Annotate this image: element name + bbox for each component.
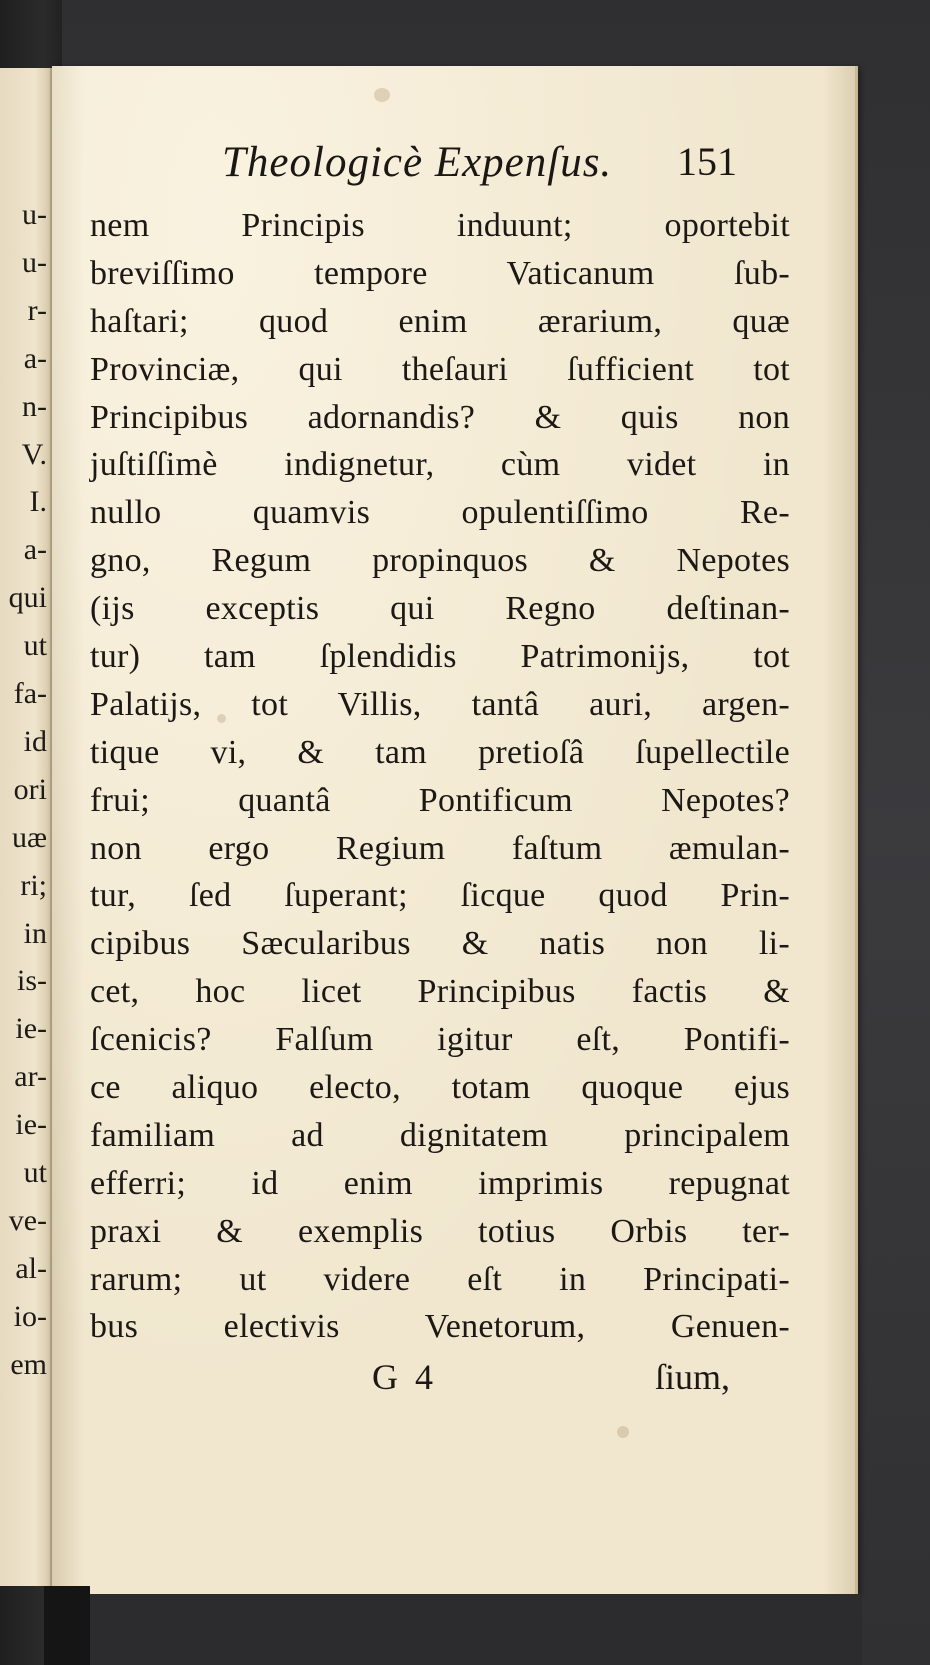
- text-line: cet, hoc licet Principibus factis &: [90, 973, 790, 1011]
- left-page-fragment: is-: [17, 964, 47, 998]
- text-line: tur, ſed ſuperant; ſicque quod Prin-: [90, 877, 790, 915]
- left-page-fragment: a-: [23, 533, 47, 567]
- text-line: breviſſimo tempore Vaticanum ſub-: [90, 254, 790, 292]
- left-page-fragment: io-: [13, 1299, 47, 1333]
- body-text: [90, 202, 790, 1351]
- left-page-fragment: V.: [21, 437, 47, 471]
- text-line: Principibus adornandis? & quis non: [90, 398, 790, 436]
- text-line: non ergo Regium faſtum æmulan-: [90, 829, 790, 867]
- left-page-fragment: em: [10, 1347, 47, 1381]
- text-line: ſcenicis? Falſum igitur eſt, Pontifi-: [90, 1021, 790, 1059]
- left-page-fragment: r-: [27, 293, 47, 327]
- left-page-fragment: n-: [22, 389, 47, 423]
- left-page-fragment: ut: [23, 629, 47, 663]
- text-line: nem Principis induunt; oportebit: [90, 207, 790, 244]
- text-line: (ijs exceptis qui Regno deſtinan-: [90, 590, 790, 628]
- text-line: ce aliquo electo, totam quoque ejus: [90, 1069, 790, 1107]
- left-page-fragment: qui: [8, 581, 47, 615]
- left-page-fragment: ie-: [15, 1108, 47, 1142]
- left-page-fragment: al-: [15, 1251, 47, 1285]
- text-line: efferri; id enim imprimis repugnat: [90, 1164, 790, 1202]
- text-line: bus electivis Venetorum, Genuen-: [90, 1308, 790, 1346]
- left-page-fragment: fa-: [13, 677, 47, 710]
- left-page-fragment: ut: [23, 1156, 47, 1189]
- book-page: [52, 66, 858, 1594]
- text-line: tur) tam ſplendidis Patrimonijs, tot: [90, 638, 790, 676]
- left-page-fragment: u-: [22, 198, 47, 231]
- spine-bottom: [44, 1586, 90, 1665]
- left-page-fragment: uæ: [11, 820, 47, 854]
- page-number: 151: [677, 139, 737, 184]
- text-line: cipibus Sæcularibus & natis non li-: [90, 925, 790, 963]
- text-line: Provinciæ, qui theſauri ſufficient tot: [90, 350, 790, 388]
- text-line: nullo quamvis opulentiſſimo Re-: [90, 494, 790, 532]
- left-page-fragment: ie-: [15, 1012, 47, 1046]
- signature-mark: G 4: [372, 1357, 433, 1397]
- text-line: praxi & exemplis totius Orbis ter-: [90, 1212, 790, 1250]
- left-page-fragment: ve-: [8, 1203, 47, 1237]
- scan-bottom-edge: [52, 1594, 862, 1665]
- left-page-fragment: u-: [22, 245, 47, 279]
- text-line: juſtiſſimè indignetur, cùm videt in: [90, 446, 790, 484]
- text-line: tique vi, & tam pretioſâ ſupellectile: [90, 733, 790, 771]
- left-page-fragment: ori: [13, 772, 47, 806]
- left-page-fragment: id: [23, 724, 47, 758]
- left-page-edge: [0, 68, 52, 1586]
- left-page-fragment: I.: [29, 485, 47, 519]
- catchword: ſium,: [655, 1357, 731, 1397]
- text-line: haſtari; quod enim ærarium, quæ: [90, 302, 790, 340]
- paper-stain: [617, 1426, 629, 1438]
- text-line: rarum; ut videre eſt in Principati-: [90, 1260, 790, 1298]
- text-line: gno, Regum propinquos & Nepotes: [90, 542, 790, 580]
- left-page-fragment: in: [23, 916, 47, 950]
- left-page-fragment: ri;: [20, 868, 47, 902]
- text-line: Palatijs, tot Villis, tantâ auri, argen-: [90, 685, 790, 723]
- text-line: frui; quantâ Pontificum Nepotes?: [90, 781, 790, 819]
- running-head: [52, 138, 855, 198]
- running-head-title: Theologicè Expenſus.: [222, 139, 613, 186]
- left-page-fragment: a-: [23, 341, 47, 375]
- page-footer: [52, 1356, 855, 1406]
- left-page-fragment: ar-: [14, 1060, 47, 1094]
- paper-stain: [374, 88, 390, 102]
- text-line: familiam ad dignitatem principalem: [90, 1116, 790, 1154]
